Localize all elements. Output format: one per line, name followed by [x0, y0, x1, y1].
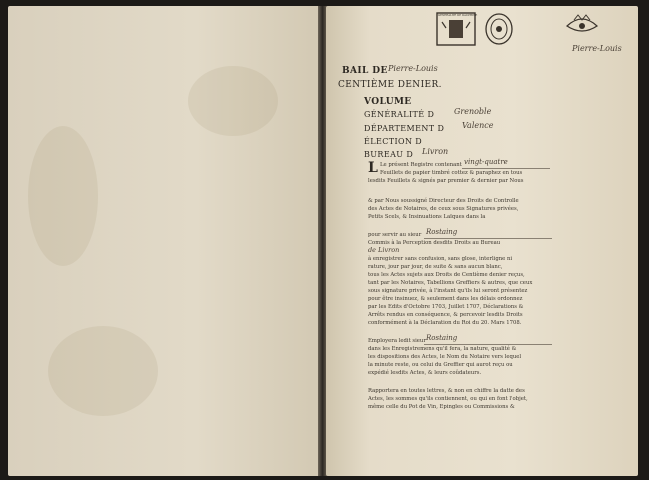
p3-line11: conformément à la Déclaration du Roi du 20. Mars 1708.: [368, 320, 522, 326]
p3-rule: [424, 238, 552, 239]
p5-line1: Rapportera en toutes lettres, & non en chiffre la datte des: [368, 388, 525, 394]
p4-rule: [424, 344, 552, 345]
departement-handwritten: Valence: [462, 121, 494, 130]
p4-handwritten: Rostaing: [426, 334, 458, 342]
oval-seal: [484, 12, 514, 46]
p3-line1: pour servir au sieur: [368, 232, 422, 238]
stamp-seal: [436, 12, 476, 46]
p3-line5: tous les Actes sujets aux Droits de Centième denier reçus,: [368, 272, 525, 278]
volume-label: VOLUME: [364, 97, 412, 107]
p3-line9: par les Edits d'Octobre 1703, Juillet 1707, Déclarations &: [368, 304, 524, 310]
p1-line2: Feuillets de papier timbré cottez & paraphez en tous: [380, 170, 523, 176]
p1-line3: lesdits Feuillets & signés par premier & dernier par Nous: [368, 178, 524, 184]
p1-handwritten: vingt-quatre: [464, 158, 508, 166]
bureau-handwritten: Livron: [422, 147, 449, 156]
generalite-label: GÉNÉRALITÉ D: [364, 110, 435, 119]
p2-line2: des Actes de Notaires, de ceux sous Signatures privées,: [368, 206, 519, 212]
p3-line7: sous signature privée, à l'instant qu'ils lui seront présentez: [368, 288, 528, 294]
p4-line3: les dispositions des Actes, le Nom du Notaire vers lequel: [368, 354, 522, 360]
p3-handwritten-1: Rostaing: [426, 228, 458, 236]
p4-line1: Employera ledit sieur: [368, 338, 426, 344]
left-page: [8, 6, 320, 476]
p1-line1: Le présent Registre contenant: [380, 162, 462, 168]
bail-handwritten: Pierre-Louis: [388, 64, 438, 73]
p1-rule: [462, 168, 550, 169]
p3-handwritten-2: de Livron: [368, 246, 400, 254]
bail-label: BAIL DE: [342, 66, 388, 76]
generalite-handwritten: Grenoble: [454, 107, 492, 116]
p3-line6: tant par les Notaires, Tabellions Greffiers & autres, que ceux: [368, 280, 533, 286]
p3-line10: Arrêts rendus en conséquence, & percevoir lesdits Droits: [368, 312, 523, 318]
stamp-text: GENERALITE DE DAUPHINE: [438, 14, 478, 17]
p5-line3: même celle du Pot de Vin, Epingles ou Commissions &: [368, 404, 515, 410]
election-label: ÉLECTION D: [364, 137, 423, 146]
right-page: [326, 6, 638, 476]
departement-label: DÉPARTEMENT D: [364, 124, 445, 133]
p3-line8: pour être insinuez, & seulement dans les délais ordonnez: [368, 296, 523, 302]
p4-line2: dans les Enregistremens qu'il fera, la nature, qualité &: [368, 346, 517, 352]
centieme-label: CENTIÈME DENIER.: [338, 80, 442, 90]
p5-line2: Actes, les sommes qu'ils contiennent, ou qui en font l'objet,: [368, 396, 528, 402]
drop-cap: L: [368, 160, 378, 176]
top-right-signature: Pierre-Louis: [572, 44, 622, 53]
p2-line1: & par Nous soussigné Directeur des Droits de Controlle: [368, 198, 519, 204]
crowned-seal: [562, 12, 602, 38]
p2-line3: Petits Scels, & Insinuations Laïques dans la: [368, 214, 486, 220]
p3-line4: rature, jour par jour, de suite & sans aucun blanc,: [368, 264, 503, 270]
p4-line5: expédié lesdits Actes, & leurs coûdateurs.: [368, 370, 482, 376]
p3-line3: à enregistrer sans confusion, sans glose, interligne ni: [368, 256, 513, 262]
p4-line4: la minute reste, ou celui du Greffier qui aurot reçu ou: [368, 362, 513, 368]
p3-line2: Commis à la Perception desdits Droits au Bureau: [368, 240, 501, 246]
bureau-label: BUREAU D: [364, 150, 414, 159]
